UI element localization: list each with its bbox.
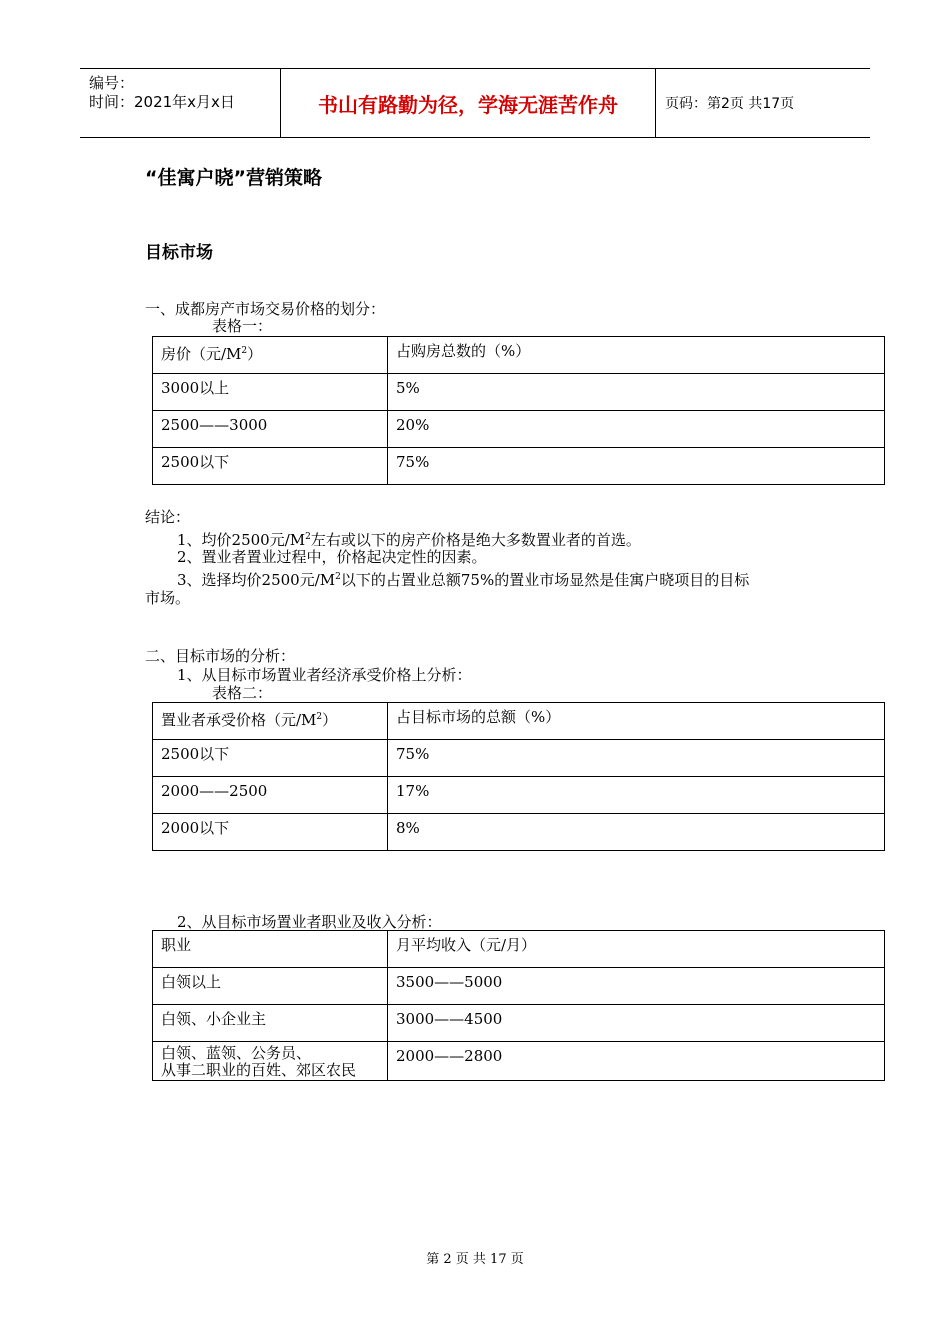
table-cell: 2500——3000 xyxy=(153,411,388,448)
table1-caption: 表格一： xyxy=(212,317,273,335)
table-header-row xyxy=(153,931,885,968)
table2-caption: 表格二： xyxy=(212,684,273,702)
header-motto-cell xyxy=(280,69,656,137)
conclusion-line-1: 1、均价2500元$/M^2$左右或以下的房产价格是绝大多数置业者的首选。 xyxy=(177,531,641,549)
part3-sub2: 2、从目标市场置业者职业及收入分析： xyxy=(177,913,442,931)
table-row xyxy=(153,968,885,1005)
table-cell: 3000以上 xyxy=(153,374,388,411)
table-row xyxy=(153,1042,885,1081)
table-header-cell: 房价（元$/M^2$） xyxy=(153,337,388,374)
table-header-cell: 占购房总数的（%） xyxy=(388,337,885,374)
page-footer: 第 2 页 共 17 页 xyxy=(426,1252,524,1267)
motto: 书山有路勤为径，学海无涯苦作舟 xyxy=(318,92,618,117)
table-row xyxy=(153,1005,885,1042)
table-cell: 2000——2800 xyxy=(388,1042,885,1081)
conclusion-line-2: 2、置业者置业过程中，价格起决定性的因素。 xyxy=(177,548,487,566)
table-cell: 白领、蓝领、公务员、 从事二职业的百姓、郊区农民 xyxy=(153,1042,388,1081)
page-header xyxy=(80,68,870,138)
table-cell: 2500以下 xyxy=(153,740,388,777)
section-heading: 目标市场 xyxy=(145,243,213,263)
table-header-cell: 置业者承受价格（元$/M^2$） xyxy=(153,703,388,740)
table-affordability xyxy=(152,702,885,851)
table-row xyxy=(153,374,885,411)
table-cell: 2500以下 xyxy=(153,448,388,485)
table-cell: 3000——4500 xyxy=(388,1005,885,1042)
table-row xyxy=(153,448,885,485)
conclusion-line-3: 3、选择均价2500元$/M^2$以下的占置业总额75%的置业市场显然是佳寓户晓项目的目标 xyxy=(177,571,750,589)
table-row xyxy=(153,814,885,851)
table-header-cell: 职业 xyxy=(153,931,388,968)
table-price-distribution xyxy=(152,336,885,485)
part2-heading: 二、目标市场的分析： xyxy=(145,647,296,665)
table-header-row xyxy=(153,337,885,374)
part1-heading: 一、成都房产市场交易价格的划分： xyxy=(145,300,386,318)
table-cell: 75% xyxy=(388,740,885,777)
conclusion-line-3-cont: 市场。 xyxy=(145,589,191,607)
table-header-cell: 占目标市场的总额（%） xyxy=(388,703,885,740)
table-cell: 2000以下 xyxy=(153,814,388,851)
table-cell: 17% xyxy=(388,777,885,814)
time-label: 时间：2021年x月x日 xyxy=(89,93,235,111)
table-cell: 20% xyxy=(388,411,885,448)
table-cell: 75% xyxy=(388,448,885,485)
table-cell: 5% xyxy=(388,374,885,411)
number-label: 编号： xyxy=(89,74,135,92)
page-number-label: 页码：第2页 共17页 xyxy=(665,96,795,112)
table-cell: 白领以上 xyxy=(153,968,388,1005)
table-cell: 白领、小企业主 xyxy=(153,1005,388,1042)
conclusion-label: 结论： xyxy=(145,508,191,526)
part2-sub1: 1、从目标市场置业者经济承受价格上分析： xyxy=(177,666,472,684)
table-row xyxy=(153,411,885,448)
table-cell: 8% xyxy=(388,814,885,851)
table-header-row xyxy=(153,703,885,740)
table-header-cell: 月平均收入（元/月） xyxy=(388,931,885,968)
header-meta xyxy=(80,69,280,137)
table-occupation-income xyxy=(152,930,885,1081)
header-page-cell xyxy=(655,69,870,137)
table-cell: 2000——2500 xyxy=(153,777,388,814)
table-cell: 3500——5000 xyxy=(388,968,885,1005)
document-title: “佳寓户晓”营销策略 xyxy=(145,167,322,189)
table-row xyxy=(153,740,885,777)
table-row xyxy=(153,777,885,814)
